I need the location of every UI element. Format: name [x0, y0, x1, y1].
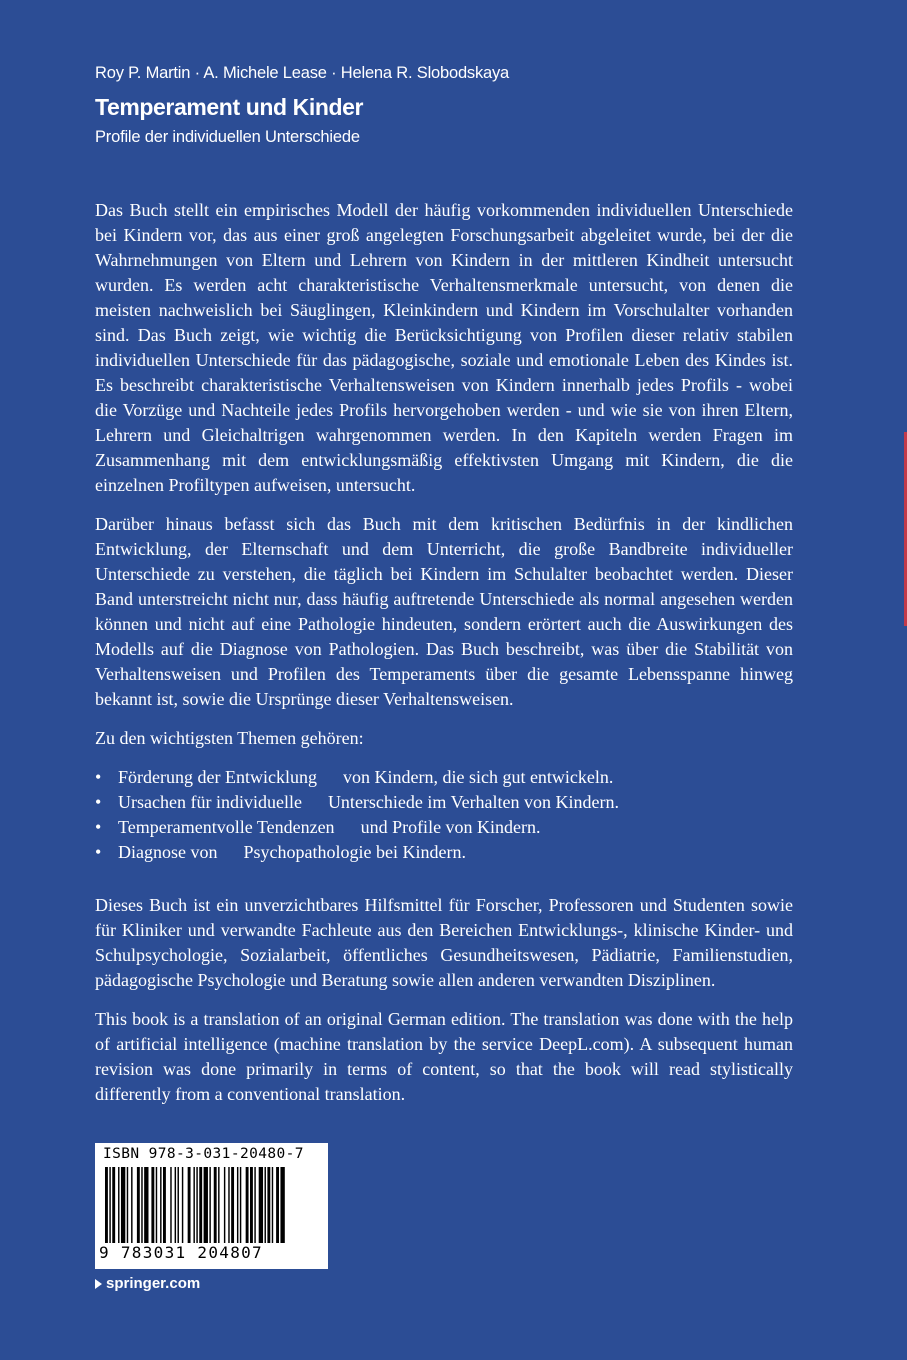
blurb-paragraph-2: Darüber hinaus befasst sich das Buch mit dem kritischen Bedürfnis in der kindlichen Entwicklung, der Elternschaft und dem Unterricht, die große Bandbreite individueller Unterschiede zu verstehen, die täglich bei Kindern im Schulalter beobachtet werden. Dieser Band unterstreicht nicht nur, dass häufig auftretende Unterschiede als normal angesehen werden können und nicht auf eine Pathologie hindeuten, sondern erörtert auch die Auswirkungen des Modells auf die Diagnose von Pathologien. Das Buch beschreibt, was über die Stabilität von Verhaltensweisen und Profilen des Temperaments über die gesamte Lebensspanne hinweg bekannt ist, sowie die Ursprünge dieser Verhaltensweisen.: [95, 514, 793, 709]
bullet-icon: •: [95, 842, 102, 862]
topic-text-a: Diagnose von: [118, 842, 218, 862]
arrow-right-icon: [95, 1279, 102, 1289]
topics-list: [95, 765, 793, 865]
bullet-icon: •: [95, 767, 102, 787]
topic-text-a: Förderung der Entwicklung: [118, 767, 317, 787]
list-item: [95, 815, 793, 840]
barcode-bar: [267, 1167, 270, 1243]
barcode-bar: [240, 1167, 241, 1243]
blurb: [95, 198, 793, 1121]
barcode-bars: [105, 1167, 318, 1243]
list-item: [95, 840, 793, 865]
isbn-label: ISBN 978-3-031-20480-7: [103, 1146, 304, 1162]
barcode-bar: [131, 1167, 132, 1243]
topics-intro: Zu den wichtigsten Themen gehören:: [95, 728, 364, 748]
barcode-bar: [127, 1167, 128, 1243]
barcode-bar: [109, 1167, 110, 1243]
barcode-bar: [228, 1167, 229, 1243]
topic-text-b: und Profile von Kindern.: [360, 817, 541, 837]
barcode-bar: [193, 1167, 194, 1243]
list-item: [95, 765, 793, 790]
barcode-bar: [250, 1167, 253, 1243]
book-subtitle: Profile der individuellen Unterschiede: [95, 128, 360, 146]
barcode-bar: [276, 1167, 279, 1243]
bullet-icon: •: [95, 792, 102, 812]
barcode-bar: [175, 1167, 176, 1243]
authors: Roy P. Martin · A. Michele Lease · Helena R. Slobodskaya: [95, 64, 510, 82]
barcode-bar: [204, 1167, 208, 1243]
barcode-bar: [214, 1167, 217, 1243]
barcode-bar: [209, 1167, 210, 1243]
barcode-bar: [163, 1167, 166, 1243]
barcode-bar: [160, 1167, 161, 1243]
publisher-link[interactable]: [95, 1275, 200, 1292]
barcode-bar: [272, 1167, 273, 1243]
barcode-bar: [224, 1167, 225, 1243]
barcode-bar: [156, 1167, 157, 1243]
barcode-bar: [231, 1167, 234, 1243]
topic-text-b: von Kindern, die sich gut entwickeln.: [342, 767, 614, 787]
barcode-bar: [178, 1167, 179, 1243]
barcode-bar: [118, 1167, 119, 1243]
barcode-bar: [237, 1167, 238, 1243]
barcode-bar: [218, 1167, 219, 1243]
barcode-digits: 9 783031 204807: [99, 1243, 263, 1262]
barcode-bar: [196, 1167, 197, 1243]
barcode-bar: [280, 1167, 284, 1243]
barcode-bar: [121, 1167, 125, 1243]
barcode-bar: [265, 1167, 266, 1243]
topic-text-a: Temperamentvolle Tendenzen: [118, 817, 335, 837]
blurb-paragraph-1: Das Buch stellt ein empirisches Modell der häufig vorkommenden individuellen Unterschiede bei Kindern vor, das aus einer groß angelegten Forschungsarbeit abgeleitet wurde, bei der die Wahrnehmungen von Eltern und Lehrern von Kindern in der mittleren Kindheit untersucht wurden. Es werden acht charakteristische Verhaltensmerkmale untersucht, von denen die meisten nachweislich bei Säuglingen, Kleinkindern und Kindern im Vorschulalter vorhanden sind. Das Buch zeigt, wie wichtig die Berücksichtigung von Profilen dieser relativ stabilen individuellen Unterschiede für das pädagogische, soziale und emotionale Leben des Kindes ist. Es beschreibt charakteristische Verhaltensweisen von Kindern innerhalb jedes Profils - wobei die Vorzüge und Nachteile jedes Profils hervorgehoben werden - und wie sie von ihren Eltern, Lehrern und Gleichaltrigen wahrgenommen werden. In den Kapiteln werden Fragen im Zusammenhang mit dem entwicklungsmäßig effektivsten Umgang mit Kindern, die die einzelnen Profiltypen aufweisen, untersucht.: [95, 200, 793, 495]
bullet-icon: •: [95, 817, 102, 837]
barcode-bar: [151, 1167, 154, 1243]
barcode-bar: [144, 1167, 148, 1243]
barcode-bar: [246, 1167, 249, 1243]
topic-text-b: Psychopathologie bei Kindern.: [243, 842, 466, 862]
barcode-bar: [141, 1167, 142, 1243]
topic-text-a: Ursachen für individuelle: [118, 792, 302, 812]
barcode-bar: [137, 1167, 140, 1243]
barcode-bar: [199, 1167, 202, 1243]
list-item: [95, 790, 793, 815]
barcode-bar: [182, 1167, 183, 1243]
barcode-bar: [188, 1167, 191, 1243]
barcode-bar: [170, 1167, 171, 1243]
barcode-bar: [254, 1167, 255, 1243]
barcode-bar: [105, 1167, 108, 1243]
isbn-barcode: [95, 1143, 328, 1269]
blurb-paragraph-4: This book is a translation of an original German edition. The translation was done with the help of artificial intelligence (machine translation by the service DeepL.com). A subsequent human revision was done primarily in terms of content, so that the book will read stylistically differently from a conventional translation.: [95, 1009, 793, 1104]
publisher-name: springer.com: [106, 1275, 201, 1292]
topic-text-b: Unterschiede im Verhalten von Kindern.: [327, 792, 620, 812]
blurb-paragraph-3: Dieses Buch ist ein unverzichtbares Hilfsmittel für Forscher, Professoren und Studenten sowie für Kliniker und verwandte Fachleute aus den Bereichen Entwicklungs-, klinische Kinder- und Schulpsychologie, Sozialarbeit, öffentliches Gesundheitswesen, Pädiatrie, Familienstudien, pädagogische Psychologie und Beratung sowie allen anderen verwandten Disziplinen.: [95, 895, 793, 990]
book-title: Temperament und Kinder: [95, 94, 364, 120]
barcode-bar: [112, 1167, 115, 1243]
barcode-bar: [259, 1167, 263, 1243]
